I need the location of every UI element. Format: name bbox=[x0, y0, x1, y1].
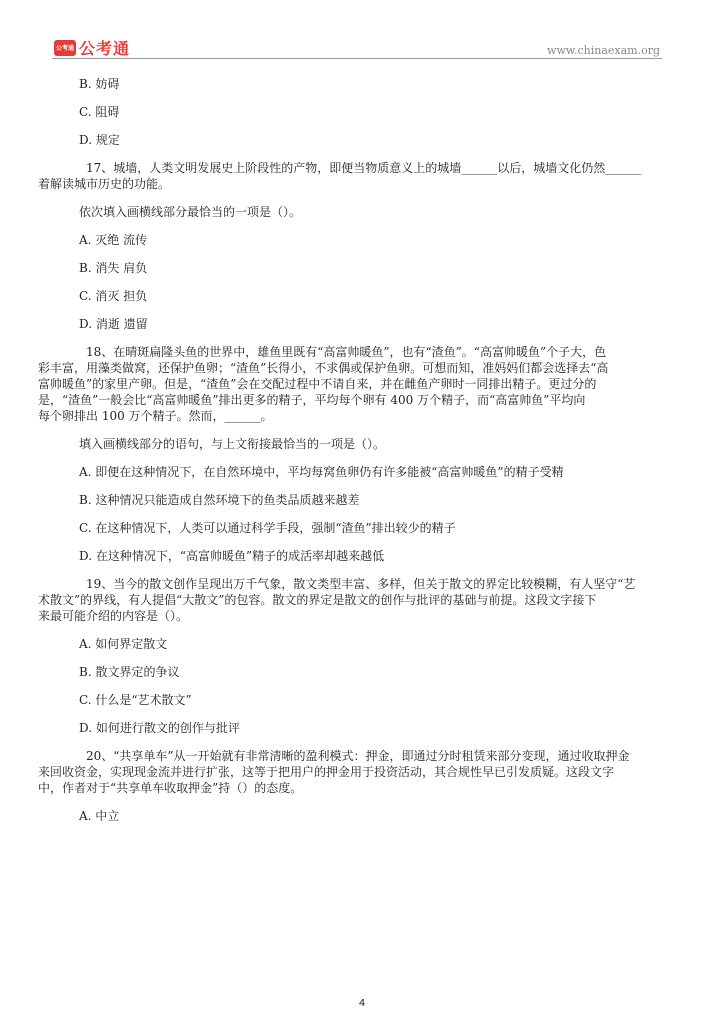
option: A. 灭绝 流传 bbox=[79, 233, 148, 247]
option: D. 消逝 遗留 bbox=[79, 317, 148, 331]
option: D. 如何进行散文的创作与批评 bbox=[79, 721, 240, 735]
question-stem bbox=[38, 344, 668, 424]
document-body bbox=[38, 76, 668, 836]
option: B. 消失 肩负 bbox=[79, 261, 148, 275]
option: D. 在这种情况下，“高富帅暖鱼”精子的成活率却越来越低 bbox=[79, 549, 385, 563]
stem-line: 来最可能介绍的内容是（）。 bbox=[38, 609, 189, 623]
stem-line: 20、“共享单车”从一开始就有非常清晰的盈利模式：押金，即通过分时租赁来部分变现，通过收取押金 bbox=[86, 749, 630, 763]
question-17 bbox=[38, 160, 668, 332]
logo-text: 公考通 bbox=[79, 39, 131, 58]
option: A. 如何界定散文 bbox=[79, 637, 168, 651]
option: C. 什么是“艺术散文” bbox=[79, 693, 192, 707]
question-18 bbox=[38, 344, 668, 564]
stem-line: 19、当今的散文创作呈现出万千气象，散文类型丰富、多样，但关于散文的界定比较模糊，有人坚守“艺 bbox=[86, 577, 636, 591]
stem-line: 中，作者对于“共享单车收取押金”持（）的态度。 bbox=[38, 781, 303, 795]
logo bbox=[54, 36, 130, 59]
option: B. 散文界定的争议 bbox=[79, 665, 180, 679]
option: C. 在这种情况下，人类可以通过科学手段，强制“渣鱼”排出较少的精子 bbox=[79, 521, 456, 535]
question-stem bbox=[38, 160, 668, 192]
page-number: 4 bbox=[358, 998, 366, 1009]
stem-line: 来回收资金，实现现金流并进行扩张，这等于把用户的押金用于投资活动，其合规性早已引发质疑。这段文字 bbox=[38, 765, 615, 779]
option: C. 消灭 担负 bbox=[79, 289, 148, 303]
stem-line: 术散文”的界线，有人提倡“大散文”的包容。散文的界定是散文的创作与批评的基础与前提。这段文字接下 bbox=[38, 593, 597, 607]
page-header bbox=[52, 34, 662, 58]
question-stem bbox=[38, 748, 668, 796]
stem-line: 彩丰富，用藻类做窝，还保护鱼卵；“渣鱼”长得小，不求偶或保护鱼卵。可想而知，准妈妈们都会选择去“高 bbox=[38, 361, 609, 375]
stem-line: 18、在晴斑扁隆头鱼的世界中，雄鱼里既有“高富帅暖鱼”，也有“渣鱼”。“高富帅暖鱼”个子大，色 bbox=[86, 345, 607, 359]
question-stem bbox=[38, 576, 668, 624]
option: B. 妨碍 bbox=[79, 77, 120, 91]
option: C. 阻碍 bbox=[79, 105, 120, 119]
option: B. 这种情况只能造成自然环境下的鱼类品质越来越差 bbox=[79, 493, 360, 507]
stem-line: 富帅暖鱼”的家里产卵。但是，“渣鱼”会在交配过程中不请自来，并在雌鱼产卵时一同排出精子。更过分的 bbox=[38, 377, 597, 391]
question-prompt: 依次填入画横线部分最恰当的一项是（）。 bbox=[79, 205, 302, 219]
stem-line: 着解读城市历史的功能。 bbox=[38, 177, 171, 191]
stem-line: 17、城墙，人类文明发展史上阶段性的产物，即便当物质意义上的城墙______以后，城墙文化仍然______ bbox=[86, 161, 642, 175]
header-divider bbox=[52, 58, 662, 59]
question-20 bbox=[38, 748, 668, 824]
stem-line: 每个卵排出 100 万个精子。然而，______。 bbox=[38, 409, 273, 423]
option: A. 即便在这种情况下，在自然环境中，平均每窝鱼卵仍有许多能被“高富帅暖鱼”的精子受精 bbox=[79, 465, 564, 479]
logo-badge: 公考通 bbox=[54, 40, 76, 56]
option: D. 规定 bbox=[79, 133, 120, 147]
question-16-options bbox=[62, 76, 668, 148]
stem-line: 是，“渣鱼”一般会比“高富帅暖鱼”排出更多的精子，平均每个卵有 400 万个精子，而“高富帅鱼”平均向 bbox=[38, 393, 586, 407]
site-url: www.chinaexam.org bbox=[547, 44, 660, 57]
option: A. 中立 bbox=[79, 809, 120, 823]
question-19 bbox=[38, 576, 668, 736]
question-prompt: 填入画横线部分的语句，与上文衔接最恰当的一项是（）。 bbox=[79, 437, 386, 451]
